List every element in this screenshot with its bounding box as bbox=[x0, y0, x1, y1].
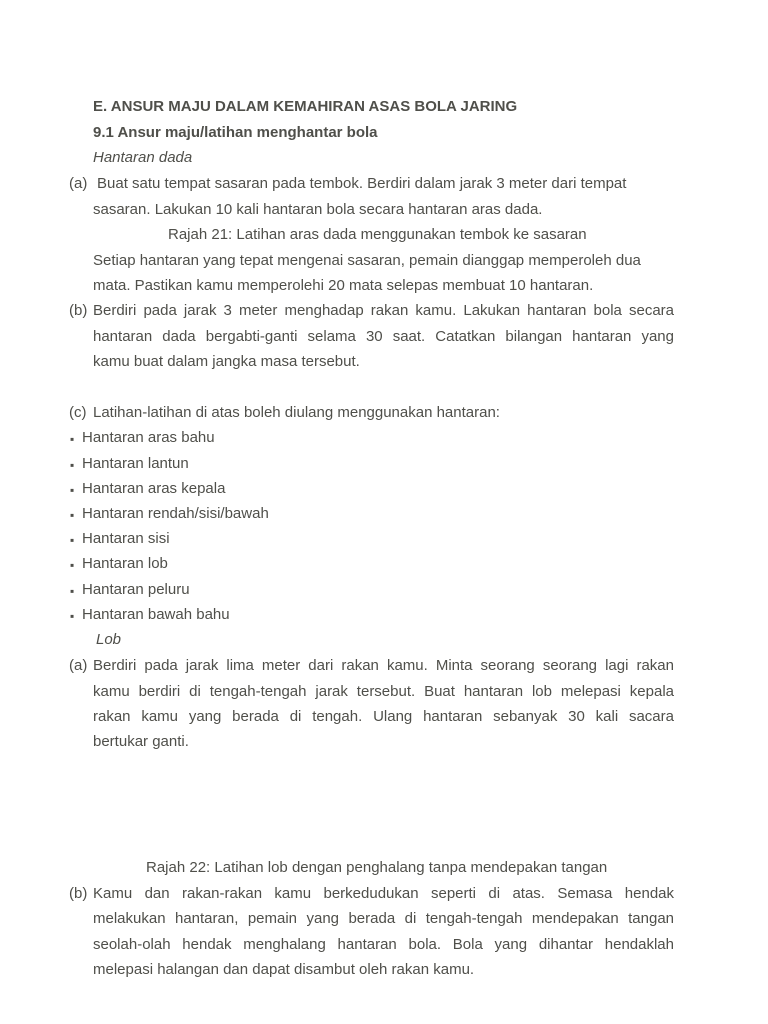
item-b-line-3: kamu buat dalam jangka masa tersebut. bbox=[93, 353, 360, 370]
figure-caption-22: Rajah 22: Latihan lob dengan penghalang tanpa mendepakan tangan bbox=[146, 859, 608, 876]
heading-hantaran-dada: Hantaran dada bbox=[93, 149, 193, 166]
list-item: Hantaran lob bbox=[82, 555, 168, 572]
lob-item-b-line-4: melepasi halangan dan dapat disambut oleh rakan kamu. bbox=[93, 961, 475, 978]
note-line-2: mata. Pastikan kamu memperolehi 20 mata selepas membuat 10 hantaran. bbox=[93, 277, 594, 294]
list-item: Hantaran lantun bbox=[82, 455, 189, 472]
lob-item-b-marker: (b) bbox=[69, 885, 88, 902]
bullet-marker: ▪ bbox=[70, 432, 75, 446]
lob-item-a-line-1: Berdiri pada jarak lima meter dari rakan kamu. Minta seorang seorang lagi rakan bbox=[93, 657, 674, 674]
bullet-marker: ▪ bbox=[70, 458, 75, 472]
item-b-marker: (b) bbox=[69, 302, 88, 319]
list-item: Hantaran rendah/sisi/bawah bbox=[82, 505, 269, 522]
figure-caption-21: Rajah 21: Latihan aras dada menggunakan tembok ke sasaran bbox=[168, 226, 587, 243]
list-item: Hantaran peluru bbox=[82, 581, 190, 598]
note-line-1: Setiap hantaran yang tepat mengenai sasaran, pemain dianggap memperoleh dua bbox=[93, 252, 641, 269]
item-b-line-1: Berdiri pada jarak 3 meter menghadap rakan kamu. Lakukan hantaran bola secara bbox=[93, 302, 674, 319]
item-a-line-1: Buat satu tempat sasaran pada tembok. Berdiri dalam jarak 3 meter dari tempat bbox=[97, 175, 627, 192]
item-c-marker: (c) bbox=[69, 404, 87, 421]
item-c-text: Latihan-latihan di atas boleh diulang menggunakan hantaran: bbox=[93, 404, 500, 421]
bullet-marker: ▪ bbox=[70, 609, 75, 623]
lob-item-b-line-3: seolah-olah hendak menghalang hantaran bola. Bola yang dihantar hendaklah bbox=[93, 936, 674, 953]
lob-item-b-line-1: Kamu dan rakan-rakan kamu berkedudukan seperti di atas. Semasa hendak bbox=[93, 885, 674, 902]
item-b-line-2: hantaran dada bergabti-ganti selama 30 saat. Catatkan bilangan hantaran yang bbox=[93, 328, 674, 345]
bullet-marker: ▪ bbox=[70, 483, 75, 497]
item-a-line-2: sasaran. Lakukan 10 kali hantaran bola secara hantaran aras dada. bbox=[93, 201, 543, 218]
list-item: Hantaran sisi bbox=[82, 530, 170, 547]
bullet-marker: ▪ bbox=[70, 558, 75, 572]
list-item: Hantaran aras bahu bbox=[82, 429, 215, 446]
list-item: Hantaran aras kepala bbox=[82, 480, 226, 497]
list-item: Hantaran bawah bahu bbox=[82, 606, 230, 623]
lob-item-a-marker: (a) bbox=[69, 657, 88, 674]
heading-lob: Lob bbox=[96, 631, 122, 648]
subsection-title: 9.1 Ansur maju/latihan menghantar bola bbox=[93, 124, 378, 141]
bullet-marker: ▪ bbox=[70, 584, 75, 598]
lob-item-a-line-4: bertukar ganti. bbox=[93, 733, 189, 750]
item-a-marker: (a) bbox=[69, 175, 88, 192]
lob-item-b-line-2: melakukan hantaran, pemain yang berada di tengah-tengah mendepakan tangan bbox=[93, 910, 674, 927]
bullet-marker: ▪ bbox=[70, 508, 75, 522]
bullet-marker: ▪ bbox=[70, 533, 75, 547]
section-title: E. ANSUR MAJU DALAM KEMAHIRAN ASAS BOLA JARING bbox=[93, 98, 518, 115]
lob-item-a-line-2: kamu berdiri di tengah-tengah jarak tersebut. Buat hantaran lob melepasi kepala bbox=[93, 683, 674, 700]
lob-item-a-line-3: rakan kamu yang berada di tengah. Ulang hantaran sebanyak 30 kali sacara bbox=[93, 708, 674, 725]
